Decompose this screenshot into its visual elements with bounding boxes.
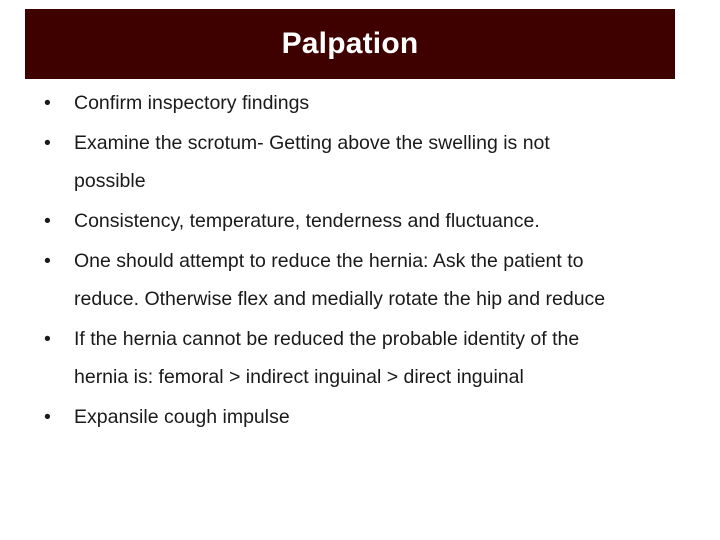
bullet-dot-icon: • — [44, 406, 51, 428]
bullet-text: Consistency, temperature, tenderness and fluctuance. — [74, 210, 540, 232]
bullet-dot-icon: • — [44, 132, 51, 154]
bullet-item — [44, 398, 704, 436]
bullet-item — [44, 202, 704, 240]
bullet-item — [44, 124, 704, 200]
title-bar — [25, 9, 675, 79]
bullet-text: Confirm inspectory findings — [74, 92, 310, 114]
bullet-text: One should attempt to reduce the hernia: Ask the patient to reduce. Otherwise flex and medially rotate the hip and reduce — [74, 250, 606, 310]
bullet-item — [44, 320, 704, 396]
bullet-list — [44, 84, 704, 436]
bullet-text: Expansile cough impulse — [74, 406, 290, 428]
bullet-dot-icon: • — [44, 250, 51, 272]
bullet-item — [44, 242, 704, 318]
bullet-text: If the hernia cannot be reduced the probable identity of the hernia is: femoral > indirect inguinal > direct inguinal — [74, 328, 580, 388]
bullet-dot-icon: • — [44, 210, 51, 232]
bullet-item — [44, 84, 704, 122]
bullet-text: Examine the scrotum- Getting above the swelling is not possible — [74, 132, 550, 192]
bullet-dot-icon: • — [44, 328, 51, 350]
slide-title: Palpation — [281, 27, 419, 60]
bullet-dot-icon: • — [44, 92, 51, 114]
